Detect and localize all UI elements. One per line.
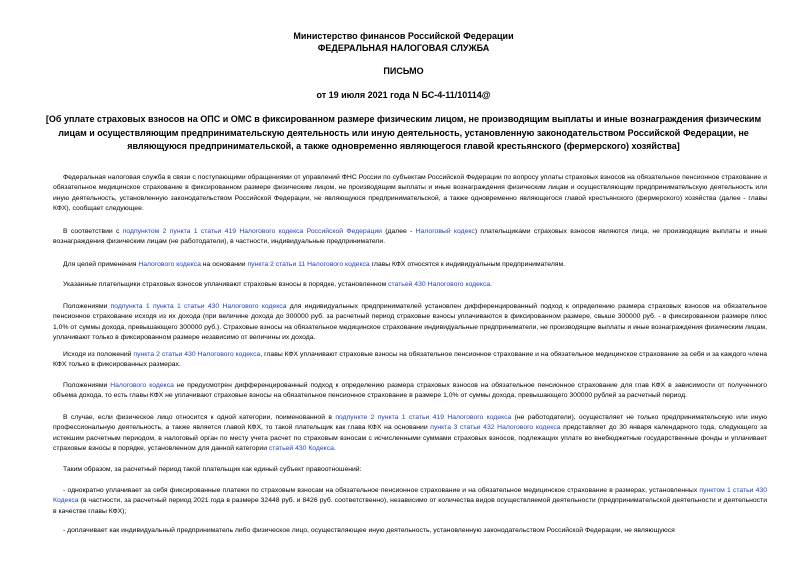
paragraph-text: Таким образом, за расчетный период такой плательщик как единый субъект правоотношений: xyxy=(63,466,362,473)
paragraph-text: для индивидуальных предпринимателей установлен дифференцированный подход к определению размера страховых взносов на обязательное пенсионное страхование исходя из их дохода (при величине дохода до 300000 руб. за расчетный период страховые взносы уплачиваются в фиксированном размере, свыше 300000 руб. - в фиксированном размере плюс 1,0% от суммы дохода, превышающего 300000 руб.). Страховые взносы на обязательное медицинское страхование индивидуальные предприниматели, не производящие выплаты и иные вознаграждения физическим лицам, уплачивают только в фиксированном размере независимо от величины их дохода. xyxy=(53,303,768,342)
paragraph-order xyxy=(53,280,767,290)
paragraph-text: Для целей применения xyxy=(63,261,139,268)
link-art430-p2[interactable]: пункта 2 статьи 430 Налогового кодекса xyxy=(133,351,261,358)
paragraph-kfh-fixed xyxy=(53,350,767,371)
paragraph-text: В соответствии с xyxy=(63,228,123,235)
paragraph-text: главы КФХ относятся к индивидуальным предпринимателям. xyxy=(369,261,566,268)
link-art430[interactable]: статьей 430 Налогового кодекса xyxy=(388,281,491,288)
paragraph-text: В случае, если физическое лицо относится к одной категории, поименованной в xyxy=(63,414,336,421)
link-art432[interactable]: пункта 3 статьи 432 Налогового кодекса xyxy=(430,424,561,432)
paragraph-text: Федеральная налоговая служба в связи с поступающими обращениями от управлений ФНС России по субъектам Российской Федерации по вопросу уплаты страховых взносов на обязательное пенсионное страхование и обязательное медицинское страхование в фиксированном размере физическим лицом, не производящим выплаты и иные вознаграждения физическим лицам и осуществляющим предпринимательскую деятельность или иную деятельность, установленную законодательством Российской Федерации, не являющуюся предпринимательской, а также одновременно являющегося главой крестьянского (фермерского) хозяйства (далее - главы КФХ), сообщает следующее. xyxy=(53,174,767,213)
paragraph-no-differentiation xyxy=(53,381,767,402)
paragraph-text: Положениями xyxy=(63,303,111,310)
paragraph-text: . xyxy=(490,281,493,288)
link-tax-code[interactable]: Налогового кодекса xyxy=(110,382,174,389)
paragraph-text: - однократно уплачивает за себя фиксированные платежи по страховым взносам на обязательное пенсионное страхование и на обязательное медицинское страхование в размерах, установленных xyxy=(63,487,700,494)
paragraph-text: - доплачивает как индивидуальный предприниматель либо физическое лицо, осуществляющее иную деятельность, установленную законодательством Российской Федерации, не являющуюся xyxy=(63,527,675,534)
paragraph-text: , главы КФХ уплачивают страховые взносы на обязательное пенсионное страхование и на обязательное медицинское страхование за себя и за каждого члена КФХ только в фиксированных размерах. xyxy=(53,351,767,369)
paragraph-text: Положениями xyxy=(63,382,111,389)
ministry-name: Министерство финансов Российской Федерации xyxy=(293,31,514,41)
list-item-once xyxy=(53,486,767,517)
paragraph-intro xyxy=(53,173,767,215)
service-name: ФЕДЕРАЛЬНАЯ НАЛОГОВАЯ СЛУЖБА xyxy=(317,43,490,53)
paragraph-text: (не работодатели), осуществляет не только предпринимательскую или иную профессиональную деятельность, а также является главой КФХ, то такой плательщик как глава КФХ на основании xyxy=(53,414,767,432)
paragraph-text: Указанные плательщики страховых взносов уплачивают страховые взносы в порядке, установленном xyxy=(63,281,389,288)
link-tax-code[interactable]: Налоговый кодекс xyxy=(415,228,475,235)
link-art430-p1[interactable]: подпункта 1 пункта 1 статьи 430 Налогового кодекса xyxy=(110,303,287,310)
document-date-number: от 19 июля 2021 года N БС-4-11/10114@ xyxy=(316,90,491,100)
paragraph-text: представляет до 30 января календарного года, следующего за истекшим расчетным периодом, в налоговый орган по месту учета расчет по страховым взносам с исчисленными суммами страховых взносов, подлежащих уплате во внебюджетные государственные фонды и уплачивает страховые взносы в порядке, установленном для данной категории xyxy=(53,424,767,453)
paragraph-single-payer xyxy=(53,413,767,455)
paragraph-text: (далее - xyxy=(381,228,416,235)
list-item-additional xyxy=(53,526,767,536)
paragraph-payers xyxy=(53,227,767,248)
paragraph-text: на основании xyxy=(200,261,248,268)
link-art430-p1-code[interactable]: пунктом 1 статьи 430 Кодекса xyxy=(53,487,767,505)
link-art419[interactable]: подпунктом 2 пункта 1 статьи 419 Налогового кодекса Российской Федерации xyxy=(122,228,382,235)
paragraph-kfh-ip xyxy=(53,260,767,270)
link-art430-code[interactable]: статьей 430 Кодекса xyxy=(268,445,334,453)
link-art419[interactable]: подпункте 2 пункта 1 статьи 419 Налогового кодекса xyxy=(335,414,512,421)
paragraph-conclusion xyxy=(53,465,767,475)
paragraph-text: не предусмотрен дифференцированный подход к определению размера страховых взносов на обязательное пенсионное страхование для глав КФХ в зависимости от полученного объема дохода, то есть главы КФХ не уплачивают страховые взносы на обязательное пенсионное страхование в размере 1,0% от суммы дохода, превышающего 300000 рублей за расчетный период. xyxy=(53,382,767,400)
document-title: [Об уплате страховых взносов на ОПС и ОМС в фиксированном размере физическим лицом, не производящим выплаты и иные вознаграждения физическим лицам и осуществляющим предпринимательскую деятельность или иную деятельность, установленную законодательством Российской Федерации, не являющуюся предпринимательской, а также одновременно являющегося главой крестьянского (фермерского) хозяйства] xyxy=(45,114,762,151)
link-art11[interactable]: пункта 2 статьи 11 Налогового кодекса xyxy=(247,261,370,268)
paragraph-text: Исходя из положений xyxy=(63,351,134,358)
link-tax-code[interactable]: Налогового кодекса xyxy=(138,261,201,268)
paragraph-text: . xyxy=(333,445,336,453)
document-type: ПИСЬМО xyxy=(383,66,424,76)
paragraph-differentiated xyxy=(53,302,767,344)
paragraph-text: (в частности, за расчетный период 2021 года в размере 32448 руб. и 8426 руб. соответственно), независимо от количества видов осуществляемой деятельности (предпринимательской деятельности и деятельности в качестве главы КФХ); xyxy=(53,497,767,515)
paragraph-text: ) плательщиками страховых взносов являются лица, не производящие выплаты и иные вознаграждения физическим лицам (не работодатели), в частности, индивидуальные предприниматели. xyxy=(53,228,768,246)
